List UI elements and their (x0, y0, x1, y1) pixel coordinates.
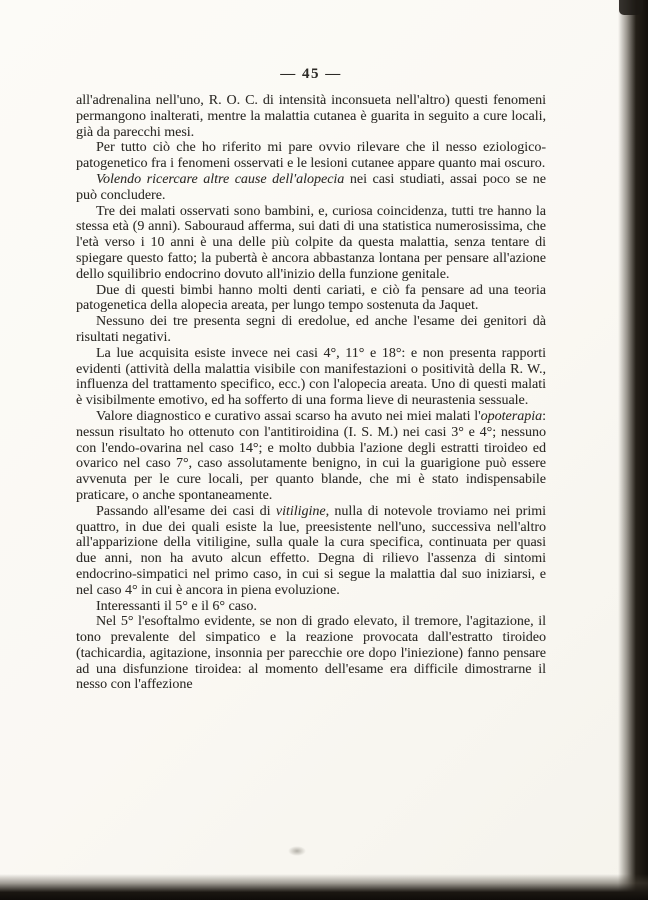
italic-text-run: opoterapia (480, 408, 543, 424)
paragraph (76, 172, 546, 204)
paragraph (76, 409, 546, 504)
text-run: Passando all'esame dei casi di (96, 503, 276, 519)
scan-edge-bottom (0, 874, 648, 900)
text-run: Tre dei malati osservati sono bambini, e, curiosa coincidenza, tutti tre hanno la stessa età (9 anni). Sabouraud afferma, sui dati di una statistica numerosissima, che l'età verso i 10 anni è una delle più colpite da questa malattia, senza tentare di spiegare questo fatto; la pubertà è ancora abbastanza lontana per pensare all'azione dello squilibrio endocrino dovuto all'inizio della funzione genitale. (76, 203, 546, 282)
text-run: Nessuno dei tre presenta segni di eredolue, ed anche l'esame dei genitori dà risultati negativi. (76, 314, 546, 345)
scan-edge-right (618, 0, 648, 900)
text-run: La lue acquisita esiste invece nei casi 4°, 11° e 18°: e non presenta rapporti evidenti (attività della malattia visibile con manifestazioni o positività della R. W., influenza del trattamento specifico, ecc.) con l'alopecia areata. Uno di questi malati è visibilmente emotivo, ed ha sofferto di una forma lieve di neurastenia sessuale. (76, 345, 546, 409)
text-run: , nulla di notevole troviamo nei primi quattro, in due dei quali esiste la lue, preesistente nell'uno, successiva nell'altro all'apparizione della vitiligine, sulla quale la cura specifica, continuata per quasi due anni, non ha avuto alcun effetto. Degna di rilievo l'assenza di sintomi endocrino-simpatici nel primo caso, in cui si segue la malattia dal suo iniziarsi, e nel caso 4° in cui è ancora in piena evoluzione. (76, 503, 546, 598)
paragraph (76, 614, 546, 693)
text-run: nei casi studiati, assai poco se ne può concludere. (76, 171, 546, 203)
page-number: — 45 — (280, 66, 342, 82)
paragraph (76, 314, 546, 346)
paragraph (76, 599, 546, 615)
text-run: Nel 5° l'esoftalmo evidente, se non di grado elevato, il tremore, l'agitazione, il tono prevalente del simpatico e la reazione provocata dall'estratto tiroideo (tachicardia, agitazione, insonnia per parecchie ore dopo l'iniezione) fanno pensare ad una disfunzione tiroidea: al momento dell'esame era difficile dimostrarne il nesso con l'affezione (76, 614, 546, 693)
text-run: all'adrenalina nell'uno, R. O. C. di intensità inconsueta nell'altro) questi fenomeni permangono inalterati, mentre la malattia cutanea è guarita in seguito a cure locali, già da parecchi mesi. (76, 93, 546, 140)
text-block (76, 93, 546, 693)
paragraph (76, 93, 546, 140)
text-run: Due di questi bimbi hanno molti denti cariati, e ciò fa pensare ad una teoria patogenetica della alopecia areata, per lungo tempo sostenuta da Jaquet. (76, 282, 546, 314)
paragraph (76, 283, 546, 315)
paragraph (76, 140, 546, 172)
paragraph (76, 204, 546, 283)
text-run: : nessun risultato ho ottenuto con l'antitiroidina (I. S. M.) nei casi 3° e 4°; nessuno con l'endo-ovarina nel caso 14°; e molto dubbia l'azione degli estratti tiroideo ed ovarico nel caso 7°, caso assolutamente benigno, in cui la guarigione può essere avvenuta per le cure locali, per quanto blande, che mi è stato indispensabile praticare, o anche spontaneamente. (76, 408, 546, 503)
paragraph (76, 346, 546, 409)
paper-smudge (288, 846, 306, 856)
paragraph (76, 504, 546, 599)
scan-corner-mark (619, 0, 643, 15)
text-run: Interessanti il 5° e il 6° caso. (96, 598, 257, 614)
italic-text-run: Volendo ricercare altre cause dell'alopecia (96, 171, 345, 187)
text-run: Per tutto ciò che ho riferito mi pare ovvio rilevare che il nesso eziologico-patogenetico fra i fenomeni osservati e le lesioni cutanee appare quanto mai oscuro. (76, 140, 546, 172)
text-run: Valore diagnostico e curativo assai scarso ha avuto nei miei malati l' (96, 408, 481, 424)
italic-text-run: vitiligine (275, 503, 326, 519)
